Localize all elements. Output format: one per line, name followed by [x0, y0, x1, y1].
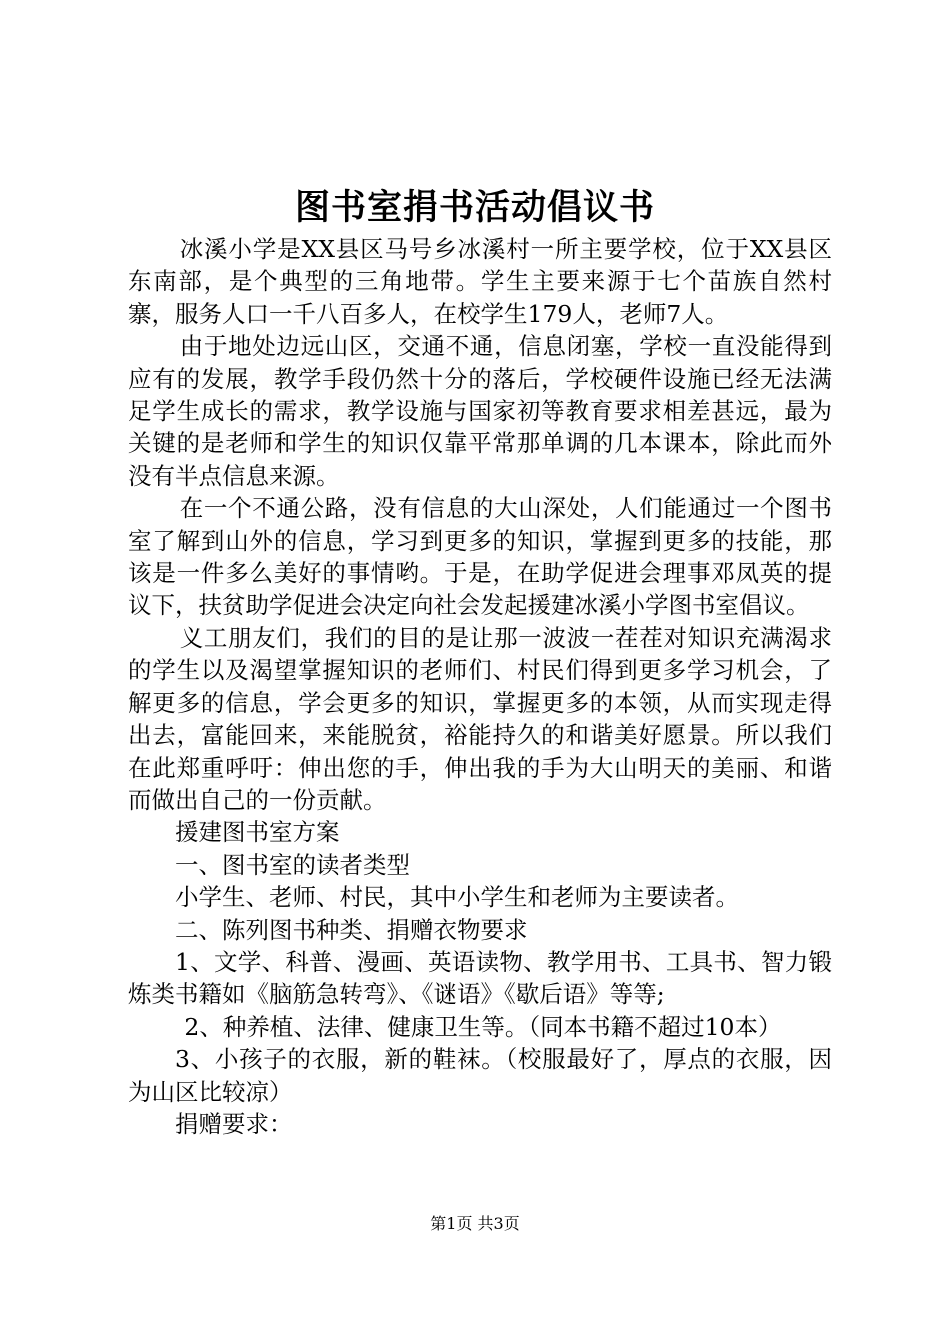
list-item-1: 1、文学、科普、漫画、英语读物、教学用书、工具书、智力锻炼类书籍如《脑筋急转弯》、《谜语》《歇后语》等等; [128, 947, 832, 1009]
heading-book-types: 二、陈列图书种类、捐赠衣物要求 [175, 915, 528, 944]
paragraph-readers: 小学生、老师、村民，其中小学生和老师为主要读者。 [175, 883, 739, 912]
list-item-2: 2、种养植、法律、健康卫生等。（同本书籍不超过10本） [184, 1012, 782, 1041]
paragraph-initiative: 在一个不通公路，没有信息的大山深处，人们能通过一个图书室了解到山外的信息，学习到更多的知识，掌握到更多的技能，那该是一件多么美好的事情哟。于是，在助学促进会理事邓凤英的提议下，扶贫助学促进会决定向社会发起援建冰溪小学图书室倡议。 [128, 494, 832, 620]
heading-reader-types: 一、图书室的读者类型 [175, 850, 410, 879]
paragraph-school-intro: 冰溪小学是XX县区马号乡冰溪村一所主要学校，位于XX县区东南部，是个典型的三角地带。学生主要来源于七个苗族自然村寨，服务人口一千八百多人，在校学生179人，老师7人。 [128, 235, 832, 328]
heading-donation-requirements: 捐赠要求： [175, 1109, 293, 1138]
paragraph-appeal: 义工朋友们，我们的目的是让那一波波一茬茬对知识充满渴求的学生以及渴望掌握知识的老师们、村民们得到更多学习机会，了解更多的信息，学会更多的知识，掌握更多的本领，从而实现走得出去，富能回来，来能脱贫，裕能持久的和谐美好愿景。所以我们在此郑重呼吁：伸出您的手，伸出我的手为大山明天的美丽、和谐而做出自己的一份贡献。 [128, 623, 832, 814]
document-title: 图书室捐书活动倡议书 [294, 188, 655, 228]
paragraph-situation: 由于地处边远山区，交通不通，信息闭塞，学校一直没能得到应有的发展，教学手段仍然十分的落后，学校硬件设施已经无法满足学生成长的需求，教学设施与国家初等教育要求相差甚远，最为关键的是老师和学生的知识仅靠平常那单调的几本课本，除此而外没有半点信息来源。 [128, 332, 832, 490]
document-body [128, 233, 832, 1140]
heading-plan: 援建图书室方案 [175, 818, 340, 847]
list-item-3: 3、小孩子的衣服，新的鞋袜。（校服最好了，厚点的衣服，因为山区比较凉） [128, 1045, 832, 1106]
page-number: 第1页 共3页 [430, 1214, 520, 1233]
